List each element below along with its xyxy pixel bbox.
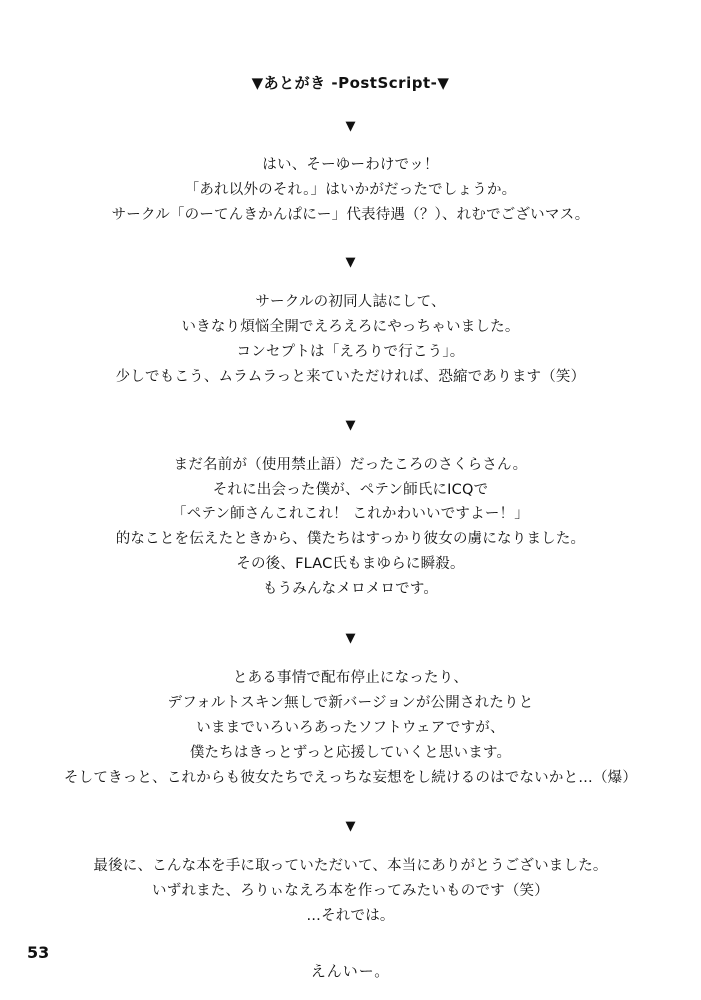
separator-arrow-5: ▼ — [345, 818, 356, 834]
paragraph-5-line-1: 最後に、こんな本を手に取っていただいて、本当にありがとうございました。 — [93, 857, 608, 874]
paragraph-3-line-3: 「ペテン師さんこれこれ！ これかわいいですよー！」 — [172, 506, 529, 523]
paragraph-4-line-1: とある事情で配布停止になったり、 — [232, 670, 469, 687]
separator-arrow-2: ▼ — [345, 254, 356, 270]
paragraph-1-line-1: はい、そーゆーわけでッ！ — [262, 157, 439, 173]
paragraph-5-line-3: …それでは。 — [306, 907, 395, 924]
signoff-text: えんいー。 — [310, 961, 391, 980]
paragraph-3-line-5: その後、FLAC氏もまゆらに瞬殺。 — [236, 556, 465, 573]
page-title: ▼あとがき -PostScript-▼ — [251, 74, 450, 92]
paragraph-3-line-1: まだ名前が（使用禁止語）だったころのさくらさん。 — [173, 456, 528, 473]
separator-arrow-3: ▼ — [345, 417, 356, 433]
separator-arrow-4: ▼ — [345, 631, 356, 647]
paragraph-3-line-6: もうみんなメロメロです。 — [262, 581, 439, 598]
paragraph-3-line-2: それに出会った僕が、ペテン師氏にICQで — [212, 481, 489, 498]
paragraph-5-line-2: いずれまた、ろりぃなえろ本を作ってみたいものです（笑） — [152, 882, 549, 899]
paragraph-2-line-3: コンセプトは「えろりで行こう」。 — [236, 343, 465, 360]
paragraph-4-line-5: そしてきっと、これからも彼女たちでえっちな妄想をし続けるのはでないかと…（爆） — [63, 769, 638, 786]
paragraph-2-line-4: 少しでもこう、ムラムラっと来ていただければ、恐縮であります（笑） — [115, 368, 586, 385]
paragraph-3-line-4: 的なことを伝えたときから、僕たちはすっかり彼女の虜になりました。 — [115, 531, 586, 548]
paragraph-3 — [0, 453, 701, 603]
paragraph-2-line-2: いきなり煩悩全開でえろえろにやっちゃいました。 — [181, 318, 520, 335]
paragraph-5 — [0, 854, 701, 929]
paragraph-1-line-2: 「あれ以外のそれ。」はいかがだったでしょうか。 — [184, 181, 517, 198]
paragraph-2 — [0, 290, 701, 390]
page-number: 53 — [27, 943, 50, 962]
paragraph-4-line-2: デフォルトスキン無しで新バージョンが公開されたりと — [167, 695, 534, 712]
paragraph-2-line-1: サークルの初同人誌にして、 — [255, 293, 446, 310]
paragraph-4-line-3: いままでいろいろあったソフトウェアですが、 — [196, 720, 505, 737]
paragraph-1 — [0, 153, 701, 228]
paragraph-4 — [0, 666, 701, 791]
separator-arrow-1: ▼ — [345, 119, 356, 134]
paragraph-1-line-3: サークル「のーてんきかんぱにー」代表待遇（？）、れむでございマス。 — [111, 206, 590, 223]
paragraph-4-line-4: 僕たちはきっとずっと応援していくと思います。 — [189, 745, 512, 761]
